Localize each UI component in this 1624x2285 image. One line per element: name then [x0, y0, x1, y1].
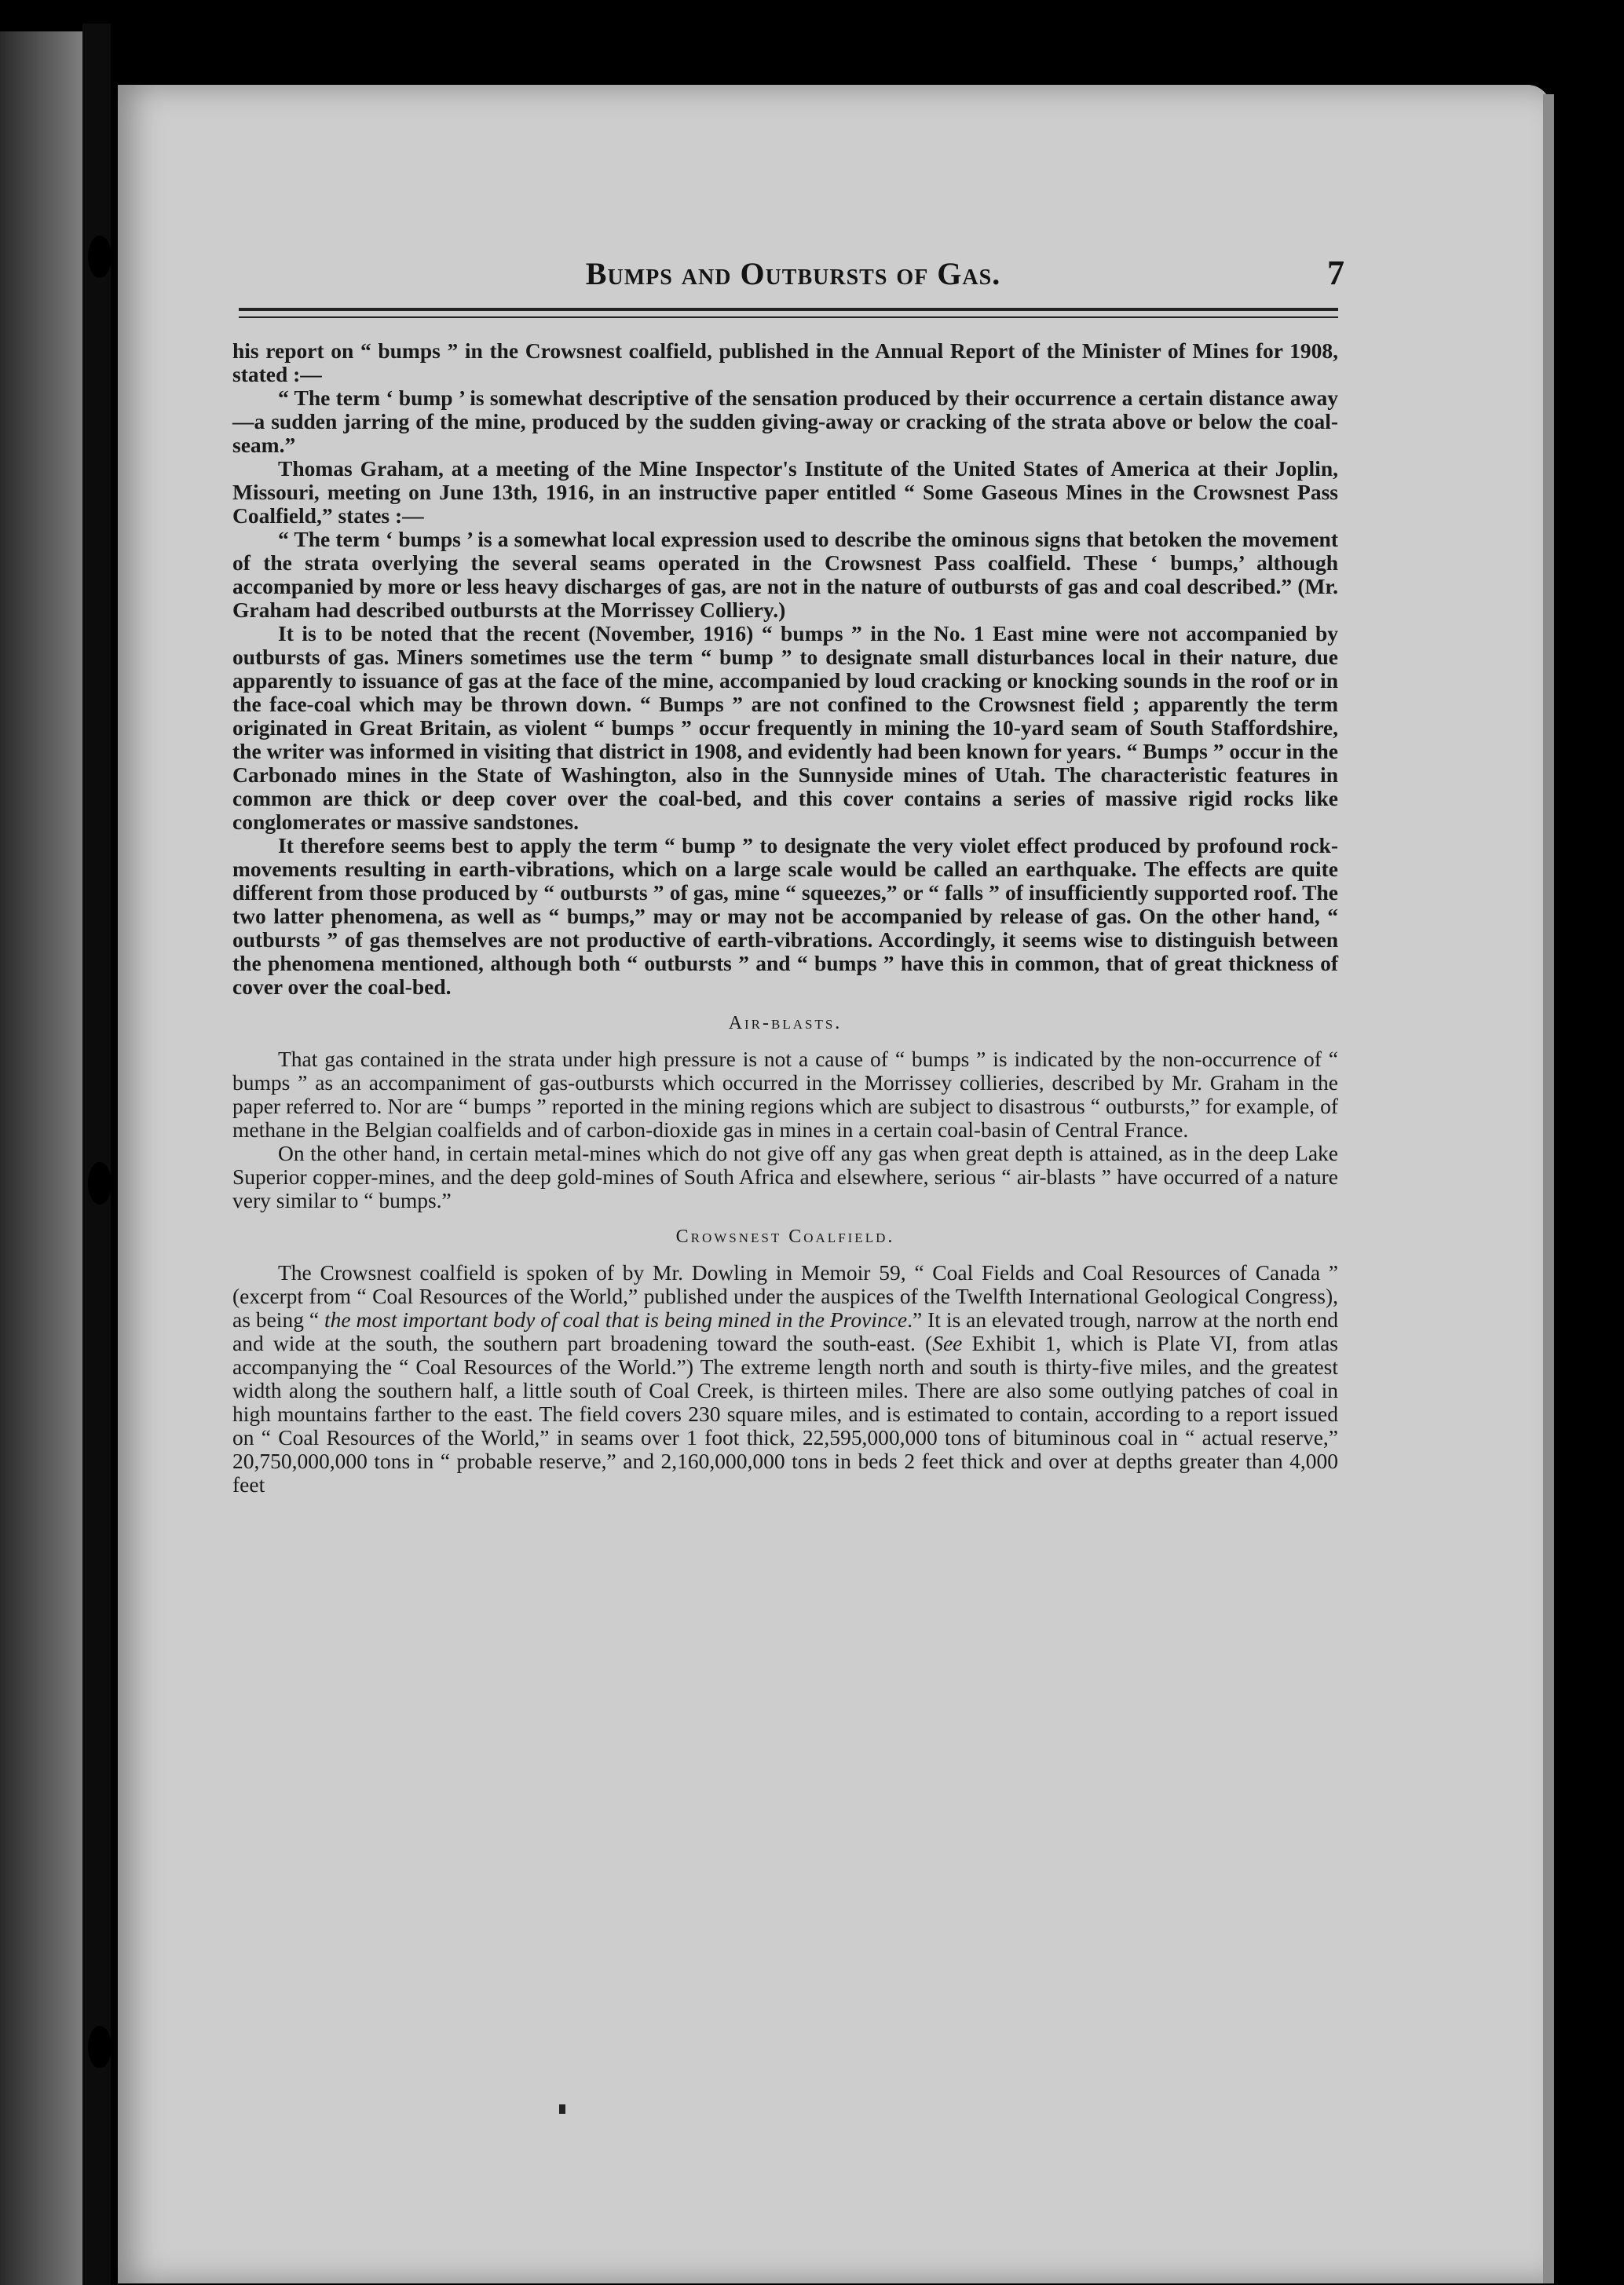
italic-quote: the most important body of coal that is being mined in the Province — [324, 1307, 908, 1332]
text-run: The Crowsnest coalfield is spoken of by Mr. Dowling in Memoir 59, “ Coal Fields and Coal Resources of Canada ” (excerpt from “ Coal Resources of the World,” published under the auspices of the Twelfth International Geological Congress), as being “ — [232, 1260, 1338, 1332]
binding-hole — [88, 1162, 112, 1205]
binding-hole — [88, 2026, 112, 2068]
paragraph — [232, 1261, 1338, 1497]
paragraph: his report on “ bumps ” in the Crowsnest coalfield, published in the Annual Report of the Minister of Mines for 1908, stated :— — [232, 338, 1338, 386]
paragraph: It therefore seems best to apply the term “ bump ” to designate the very violet effect produced by profound rock-movements resulting in earth-vibrations, which on a large scale would be called an earthquake. The effects are quite different from those produced by “ outbursts ” of gas, mine “ squeezes,” or “ falls ” of insufficiently supported roof. The two latter phenomena, as well as “ bumps,” may or may not be accompanied by release of gas. On the other hand, “ outbursts ” of gas themselves are not productive of earth-vibrations. Accordingly, it seems wise to distinguish between the phenomena mentioned, although both “ outbursts ” and “ bumps ” have this in common, that of great thickness of cover over the coal-bed. — [232, 833, 1338, 999]
paragraph: It is to be noted that the recent (November, 1916) “ bumps ” in the No. 1 East mine were not accompanied by outbursts of gas. Miners sometimes use the term “ bump ” to designate small disturbances local in their nature, due apparently to issuance of gas at the face of the mine, accompanied by loud cracking or knocking sounds in the roof or in the face-coal which may be thrown down. “ Bumps ” are not confined to the Crowsnest field ; apparently the term originated in Great Britain, as violent “ bumps ” occur frequently in mining the 10-yard seam of South Staffordshire, the writer was informed in visiting that district in 1908, and evidently had been known for years. “ Bumps ” occur in the Carbonado mines in the State of Washington, also in the Sunnyside mines of Utah. The characteristic features in common are thick or deep cover over the coal-bed, and this cover contains a series of massive rigid rocks like conglomerates or massive sandstones. — [232, 621, 1338, 834]
paragraph: Thomas Graham, at a meeting of the Mine Inspector's Institute of the United States of America at their Joplin, Missouri, meeting on June 13th, 1916, in an instructive paper entitled “ Some Gaseous Mines in the Crowsnest Pass Coalfield,” states :— — [232, 456, 1338, 528]
text-run: .” It is an elevated trough, narrow at the north end and wide at the south, the southern part broadening toward the south-east. ( — [232, 1307, 1338, 1355]
text-run: Exhibit 1, which is Plate VI, from atlas accompanying the “ Coal Resources of the World.”) The extreme length north and south is thirty-five miles, and the greatest width along the southern half, a little south of Coal Creek, is thirteen miles. There are also some outlying patches of coal in high mountains farther to the east. The field covers 230 square miles, and is estimated to contain, according to a report issued on “ Coal Resources of the World,” in seams over 1 foot thick, 22,595,000,000 tons of bituminous coal in “ actual reserve,” 20,750,000,000 tons in “ probable reserve,” and 2,160,000,000 tons in beds 2 feet thick and over at depths greater than 4,000 feet — [232, 1331, 1338, 1497]
running-title: Bumps and Outbursts of Gas. — [585, 256, 1001, 291]
section-heading-crowsnest-coalfield: Crowsnest Coalfield. — [675, 1227, 895, 1247]
italic-see: See — [932, 1331, 963, 1355]
header-rule-top — [239, 308, 1338, 311]
page-number: 7 — [1327, 254, 1344, 292]
header-rule-bottom — [239, 316, 1338, 318]
section-heading-air-blasts: Air-blasts. — [728, 1013, 843, 1033]
paragraph: On the other hand, in certain metal-mines which do not give off any gas when great depth is attained, as in the deep Lake Superior copper-mines, and the deep gold-mines of South Africa and elsewhere, serious “ air-blasts ” have occurred of a nature very similar to “ bumps.” — [232, 1141, 1338, 1212]
print-speck — [559, 2104, 565, 2114]
body-text — [232, 339, 1338, 1497]
quotation: “ The term ‘ bump ’ is somewhat descriptive of the sensation produced by their occurrence a certain distance away—a sudden jarring of the mine, produced by the sudden giving-away or cracking of the strata above or below the coal-seam.” — [232, 386, 1338, 457]
paragraph: That gas contained in the strata under high pressure is not a cause of “ bumps ” is indicated by the non-occurrence of “ bumps ” as an accompaniment of gas-outbursts which occurred in the Morrissey collieries, described by Mr. Graham in the paper referred to. Nor are “ bumps ” reported in the mining regions which are subject to disastrous “ outbursts,” for example, of methane in the Belgian coalfields and of carbon-dioxide gas in mines in a certain coal-basin of Central France. — [232, 1047, 1338, 1142]
binding-hole — [88, 236, 112, 278]
quotation: “ The term ‘ bumps ’ is a somewhat local expression used to describe the ominous signs that betoken the movement of the strata overlying the several seams operated in the Crowsnest Pass coalfield. These ‘ bumps,’ although accompanied by more or less heavy discharges of gas, are not in the nature of outbursts of gas and coal described.” (Mr. Graham had described outbursts at the Morrissey Colliery.) — [232, 527, 1338, 622]
book-spine — [82, 24, 111, 2285]
page-edge — [1543, 94, 1554, 2283]
